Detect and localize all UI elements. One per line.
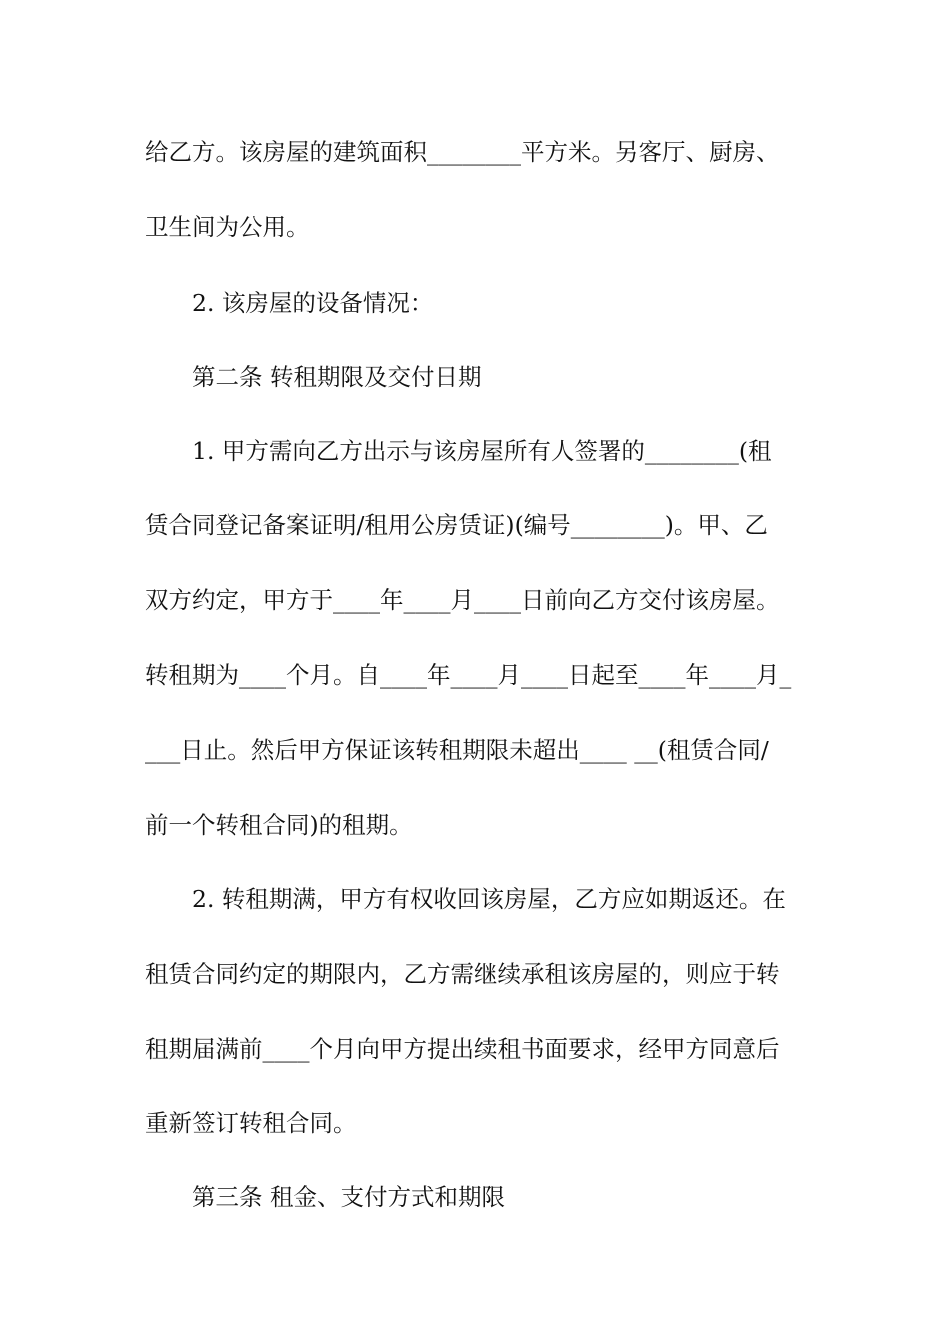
paragraph-line-12: 租赁合同约定的期限内，乙方需继续承租该房屋的，则应于转: [145, 960, 780, 988]
paragraph-line-7: 双方约定，甲方于____年____月____日前向乙方交付该房屋。: [145, 586, 780, 614]
paragraph-line-5: 1. 甲方需向乙方出示与该房屋所有人签署的________(租: [192, 437, 772, 465]
paragraph-line-9: ___日止。然后甲方保证该转租期限未超出____ __(租赁合同/: [145, 736, 769, 764]
paragraph-line-8: 转租期为____个月。自____年____月____日起至____年____月_: [145, 661, 792, 689]
paragraph-line-13: 租期届满前____个月向甲方提出续租书面要求，经甲方同意后: [145, 1035, 780, 1063]
paragraph-line-14: 重新签订转租合同。: [145, 1109, 357, 1137]
article-3-heading: 第三条 租金、支付方式和期限: [192, 1183, 505, 1211]
paragraph-line-10: 前一个转租合同)的租期。: [145, 811, 413, 839]
article-2-heading: 第二条 转租期限及交付日期: [192, 363, 482, 391]
item-equipment-line: 2. 该房屋的设备情况：: [192, 289, 434, 317]
paragraph-line-2: 卫生间为公用。: [145, 213, 310, 241]
paragraph-line-11: 2. 转租期满，甲方有权收回该房屋，乙方应如期返还。在: [192, 885, 786, 913]
paragraph-line-1: 给乙方。该房屋的建筑面积________平方米。另客厅、厨房、: [145, 138, 780, 166]
paragraph-line-6: 赁合同登记备案证明/租用公房赁证)(编号________)。甲、乙: [145, 511, 768, 539]
